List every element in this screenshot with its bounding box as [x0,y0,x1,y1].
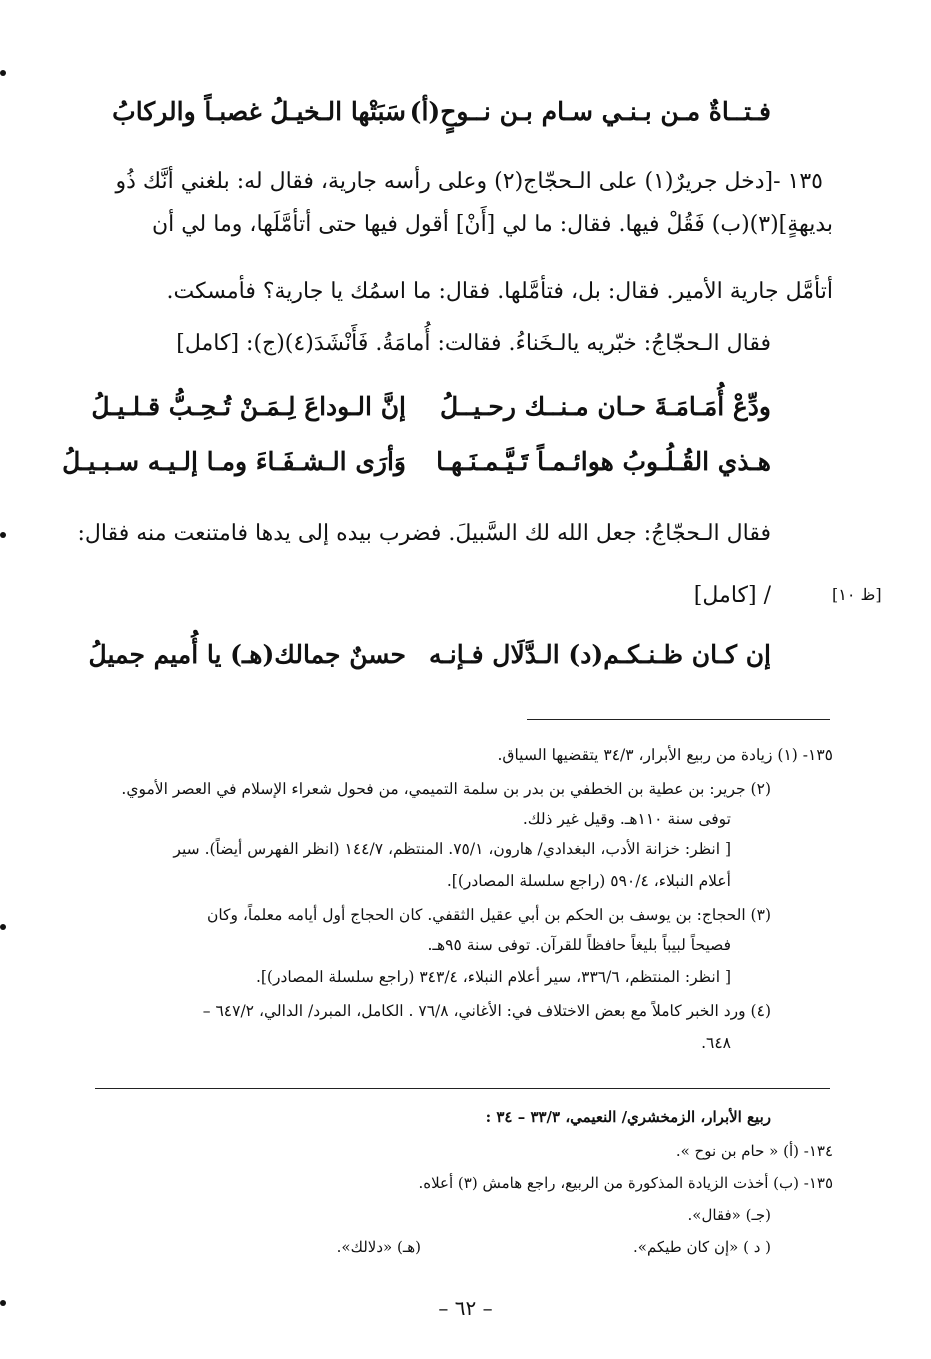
variant-135-h: (هـ) «دلالك». [336,1238,421,1256]
footnote-1: ١٣٥- (١) زيادة من ربيع الأبرار، ٣٤/٣ يتقضيها السياق. [497,746,833,764]
entry-135-line-2: بديهةٍ](٣)(ب) فَقُلْ فيها. فقال: ما لي [أَنْ] أقول فيها حتى أتأمَّلَها، وما لي أن [151,212,833,237]
footnote-2-line-3: [ انظر: خزانة الأدب، البغدادي/ هارون، ٧٥/١. المنتظم، ١٤٤/٧ (انظر الفهرس أيضاً). سير [173,840,731,858]
footnote-3-line-1: (٣) الحجاج: بن يوسف بن الحكم بن أبي عقيل الثقفي. كان الحجاج أول أيامه معلماً، وكان [206,906,771,924]
verse-3-hemistich-left: وَأرَى الـشـفَـاءَ ومـا إلـيـه سـبـيـلُ [62,447,406,476]
margin-mark [0,924,6,930]
footnote-2-line-4: أعلام النبلاء، ٥٩٠/٤ (راجع سلسلة المصادر)]. [446,872,731,890]
meter-line: / [كامل] [693,583,771,608]
footnote-2-line-2: توفى سنة ١١٠هـ. وقيل غير ذلك. [522,810,731,828]
variant-135-j: (جـ) «فقال». [687,1206,771,1224]
footnote-3-line-2: فصيحاً لبيباً بليغاً حافظاً للقرآن. توفى سنة ٩٥هـ. [427,936,731,954]
verse-2-hemistich-left: إنَّ الـوداعَ لِـمَـنْ تُـحِـبُّ قـلـيـلُ [91,392,406,421]
entry-135-line-4: فقال الـحجّاجُ: خبّريه يالـخَناءُ. فقالت: أُمامَةُ. فَأَنْشَدَ(٤)(ج): [كامل] [176,331,771,356]
verse-2-hemistich-right: ودِّعْ أُمَـامَـةَ حـان مـنــك رحـيــلُ [439,392,771,421]
footnote-4-line-1: (٤) ورد الخبر كاملاً مع بعض الاختلاف في: الأغاني، ٧٦/٨ . الكامل، المبرد/ الدالي، ٦٤٧/٢ – [202,1002,771,1020]
page-number: – ٦٢ – [438,1296,493,1320]
variants-separator [95,1088,830,1089]
verse-3-hemistich-right: هـذي القُـلُـوبُ هوائـمـاً تَـيَّـمـنَـهـا [436,447,771,476]
entry-135-line-3: أتأمَّل جارية الأمير. فقال: بل، فتأمَّلها. فقال: ما اسمُك يا جارية؟ فأمسكت. [166,279,833,304]
footnote-separator [527,719,830,720]
margin-mark [0,532,6,538]
verse-4-hemistich-left: حسنٌ جمالك(هـ) يا أُميم جميلُ [88,640,406,669]
verse-4-hemistich-right: إن كـان ظـنـكـم(د) الـدَّلَال فـإنـه [429,640,771,669]
variants-heading: ربيع الأبرار، الزمخشري/ النعيمي، ٣٣/٣ – ٣٤ : [485,1108,771,1126]
prose-line: فقال الـحجّاجُ: جعل الله لك السَّبيلَ. فضرب بيده إلى يدها فامتنعت منه فقال: [77,521,771,546]
verse-1-hemistich-left: سَبَتْها الـخيـلُ غصبـاً والركابُ [112,97,406,126]
margin-mark [0,70,6,76]
verse-1-hemistich-right: فـتــاةٌ مـن بـنـي سـام بـن نــوحٍ(أ) [409,97,771,126]
footnote-4-line-2: ٦٤٨. [701,1034,731,1052]
entry-135-line-1: ١٣٥ -[دخل جريرٌ(١) على الـحجّاج(٢) وعلى رأسه جارية، فقال له: بلغني أنَّك ذُو [115,169,823,194]
variant-134: ١٣٤- (أ) « حام بن نوح ». [675,1142,833,1160]
footnote-3-line-3: [ انظر: المنتظم، ٣٣٦/٦، سير أعلام النبلاء، ٣٤٣/٤ (راجع سلسلة المصادر)]. [255,968,731,986]
footnote-2-line-1: (٢) جرير: بن عطية بن الخطفي بن بدر بن سلمة التميمي، من فحول شعراء الإسلام في العصر الأموي. [121,780,771,798]
variant-135-d: ( د ) «إن كان طيكم». [633,1238,771,1256]
margin-folio-note: [ظ ١٠] [832,585,882,604]
variant-135-b: ١٣٥- (ب) أخذت الزيادة المذكورة من الربيع، راجع هامش (٣) أعلاه. [418,1174,833,1192]
